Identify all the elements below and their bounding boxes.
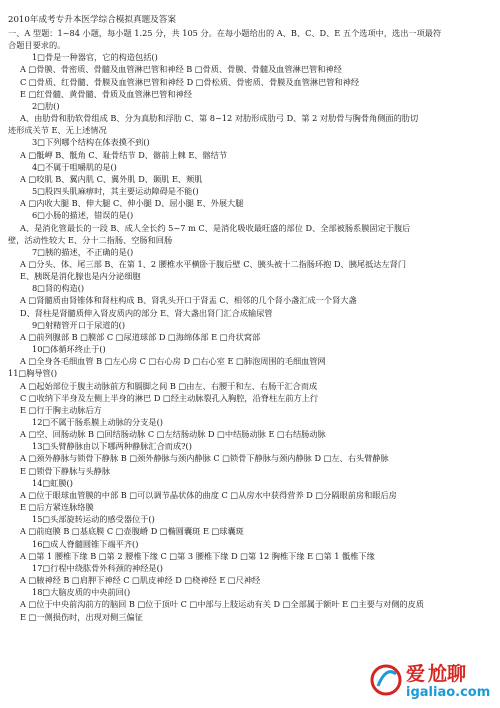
watermark-url: igaliao.com (406, 685, 491, 700)
document-line: A □位于中央前沟前方的脑回 B □位于顶叶 C □中部与上肢运动有关 D □全部属于额叶 E □主要与对侧的皮质 (20, 599, 424, 610)
document-line: 11□胸导管() (8, 368, 58, 379)
document-line: 12□不属于肠系膜上动脉的分支是() (32, 417, 163, 427)
document-line: 6□小肠的描述，错误的是() (32, 210, 134, 221)
watermark-brand: 爱 (406, 663, 426, 685)
document-line: 8□肾的构造() (32, 283, 85, 294)
document-line: C □收纳下半身及左侧上半身的淋巴 D □经主动脉裂孔入胸腔，沿脊柱左前方上行 (20, 392, 319, 403)
document-line: 10□体循环终止于() (32, 344, 106, 355)
document-line: A □分头、体、尾三部 B、在第 1、2 腰椎水平横卧于腹后壁 C、胰头被十二指肠环抱 D、胰尾抵达左肾门 (20, 258, 407, 269)
document-line: 9□射精管开口于尿道的() (32, 319, 126, 330)
document-line: D、肾柱是肾髓质伸入肾皮质内的部分 E、肾大盏出肾门汇合成输尿管 (20, 307, 273, 318)
document-line: 13□头臂静脉由以下哪两种静脉汇合而成?() (32, 441, 192, 452)
document-line: 2□肋() (32, 100, 60, 111)
document-body (8, 27, 494, 623)
document-line: E □锁骨下静脉与头静脉 (20, 465, 111, 476)
document-line: A □空、回肠动脉 B □回结肠动脉 C □左结肠动脉 D □中结肠动脉 E □右结肠动脉 (20, 429, 326, 440)
site-watermark (366, 658, 494, 702)
document-line: A □颈外静脉与锁骨下静脉 B □颈外静脉与颈内静脉 C □锁骨下静脉与颈内静脉 D □左、右头臂静脉 (20, 453, 389, 464)
document-page (8, 14, 494, 623)
document-line: A □位于眼球血管膜的中部 B □可以调节晶状体的曲度 C □从房水中获得营养 D □分隔眼前房和眼后房 (20, 489, 397, 500)
document-line: E □行于胸主动脉后方 (20, 404, 102, 415)
document-line: E □红骨髓、黄骨髓、骨质及血管淋巴管和神经 (20, 88, 192, 99)
document-line: A □前列腺部 B □膜部 C □尿道球部 D □海绵体部 E □舟状窝部 (20, 331, 261, 342)
document-line: A、由肋骨和肋软骨组成 B、分为真肋和浮肋 C、第 8~12 对肋形成肋弓 D、第 2 对肋骨与胸骨角侧面的肋切 (20, 113, 419, 124)
document-line: A □全身各毛细血管 B □左心房 C □右心房 D □右心室 E □肺泡周围的毛细血管网 (20, 356, 326, 367)
document-title: 2010年成考专升本医学综合模拟真题及答案 (8, 15, 176, 25)
document-line: 3□下列哪个结构在体表摸不到() (32, 137, 150, 148)
document-line: A □肾髓质由肾锥体和肾柱构成 B、肾乳头开口于肾盂 C、相邻的几个肾小盏汇成一个肾大盏 (20, 295, 357, 306)
document-line: A □内收大腿 B、伸大腿 C、伸小腿 D、屈小腿 E、外展大腿 (20, 198, 244, 209)
document-line: E □后方紧连脉络膜 (20, 502, 94, 513)
document-line: 壁，活动性较大 E、分十二指肠、空肠和回肠 (8, 234, 173, 245)
document-line: 15□头部旋转运动的感受器位于() (32, 514, 155, 525)
document-line: 4□不属于咀嚼肌的是() (32, 161, 117, 172)
document-line: 7□胰的描述，不正确的是() (32, 246, 134, 257)
document-line: A □第 1 腰椎下缘 B □第 2 腰椎下缘 C □第 3 腰椎下缘 D □第 12 胸椎下缘 E □第 1 骶椎下缘 (20, 550, 375, 561)
document-line: 14□虹膜() (32, 477, 73, 488)
document-line: 合题目要求的。 (8, 40, 66, 51)
watermark-logo-icon (366, 658, 494, 702)
document-line: 1□骨是一种器官，它的构造包括() (32, 52, 158, 63)
document-line: C □骨质、红骨髓、骨膜及血管淋巴管和神经 D □骨松质、骨密质、骨膜及血管淋巴管和神经 (20, 76, 360, 87)
document-line: A □起始部位于腹主动脉前方和膈脚之间 B □由左、右腰干和左、右肠干汇合而成 (20, 380, 318, 391)
document-line: A □咬肌 B、翼内肌 C、翼外肌 D、颞肌 E、颊肌 (20, 173, 203, 184)
document-line: A □骨膜、骨密质、骨髓及血管淋巴管和神经 B □骨质、骨膜、骨髓及血管淋巴管和神经 (20, 64, 342, 75)
document-line: 迹形成关节 E、无上述情况 (8, 125, 107, 136)
document-line: 17□行程中绕肱骨外科颈的神经是() (32, 562, 163, 573)
document-line: 一、A 型题：1~84 小题，每小题 1.25 分，共 105 分。在每小题给出的 A、B、C、D、E 五个选项中，选出一项最符 (8, 28, 442, 38)
document-line: 16□成人脊髓圆锥下端平齐() (32, 538, 139, 549)
document-line: A □前庭膜 B □基底膜 C □壶腹嵴 D □椭圆囊斑 E □球囊斑 (20, 526, 244, 537)
document-line: 5□股四头肌麻痹时，其主要运动障碍是不能() (32, 186, 199, 197)
document-line: E、胰既是消化腺也是内分泌细胞 (20, 271, 141, 282)
document-line: A、是消化管最长的一段 B、成人全长约 5~7 m C、是消化吸收最旺盛的部位 D、全部被肠系膜固定于腹后 (20, 222, 411, 233)
document-line: A □腋神经 B □肩胛下神经 C □肌皮神经 D □桡神经 E □尺神经 (20, 575, 261, 586)
watermark-brand2: 尬聊 (428, 663, 467, 685)
document-line: E □一侧损伤时，出现对侧三偏征 (20, 611, 143, 622)
document-line: 18□大脑皮质的中央前回() (32, 587, 131, 598)
document-line: A □骶岬 B、骶角 C、耻骨结节 D、髂前上棘 E、髂结节 (20, 149, 228, 160)
